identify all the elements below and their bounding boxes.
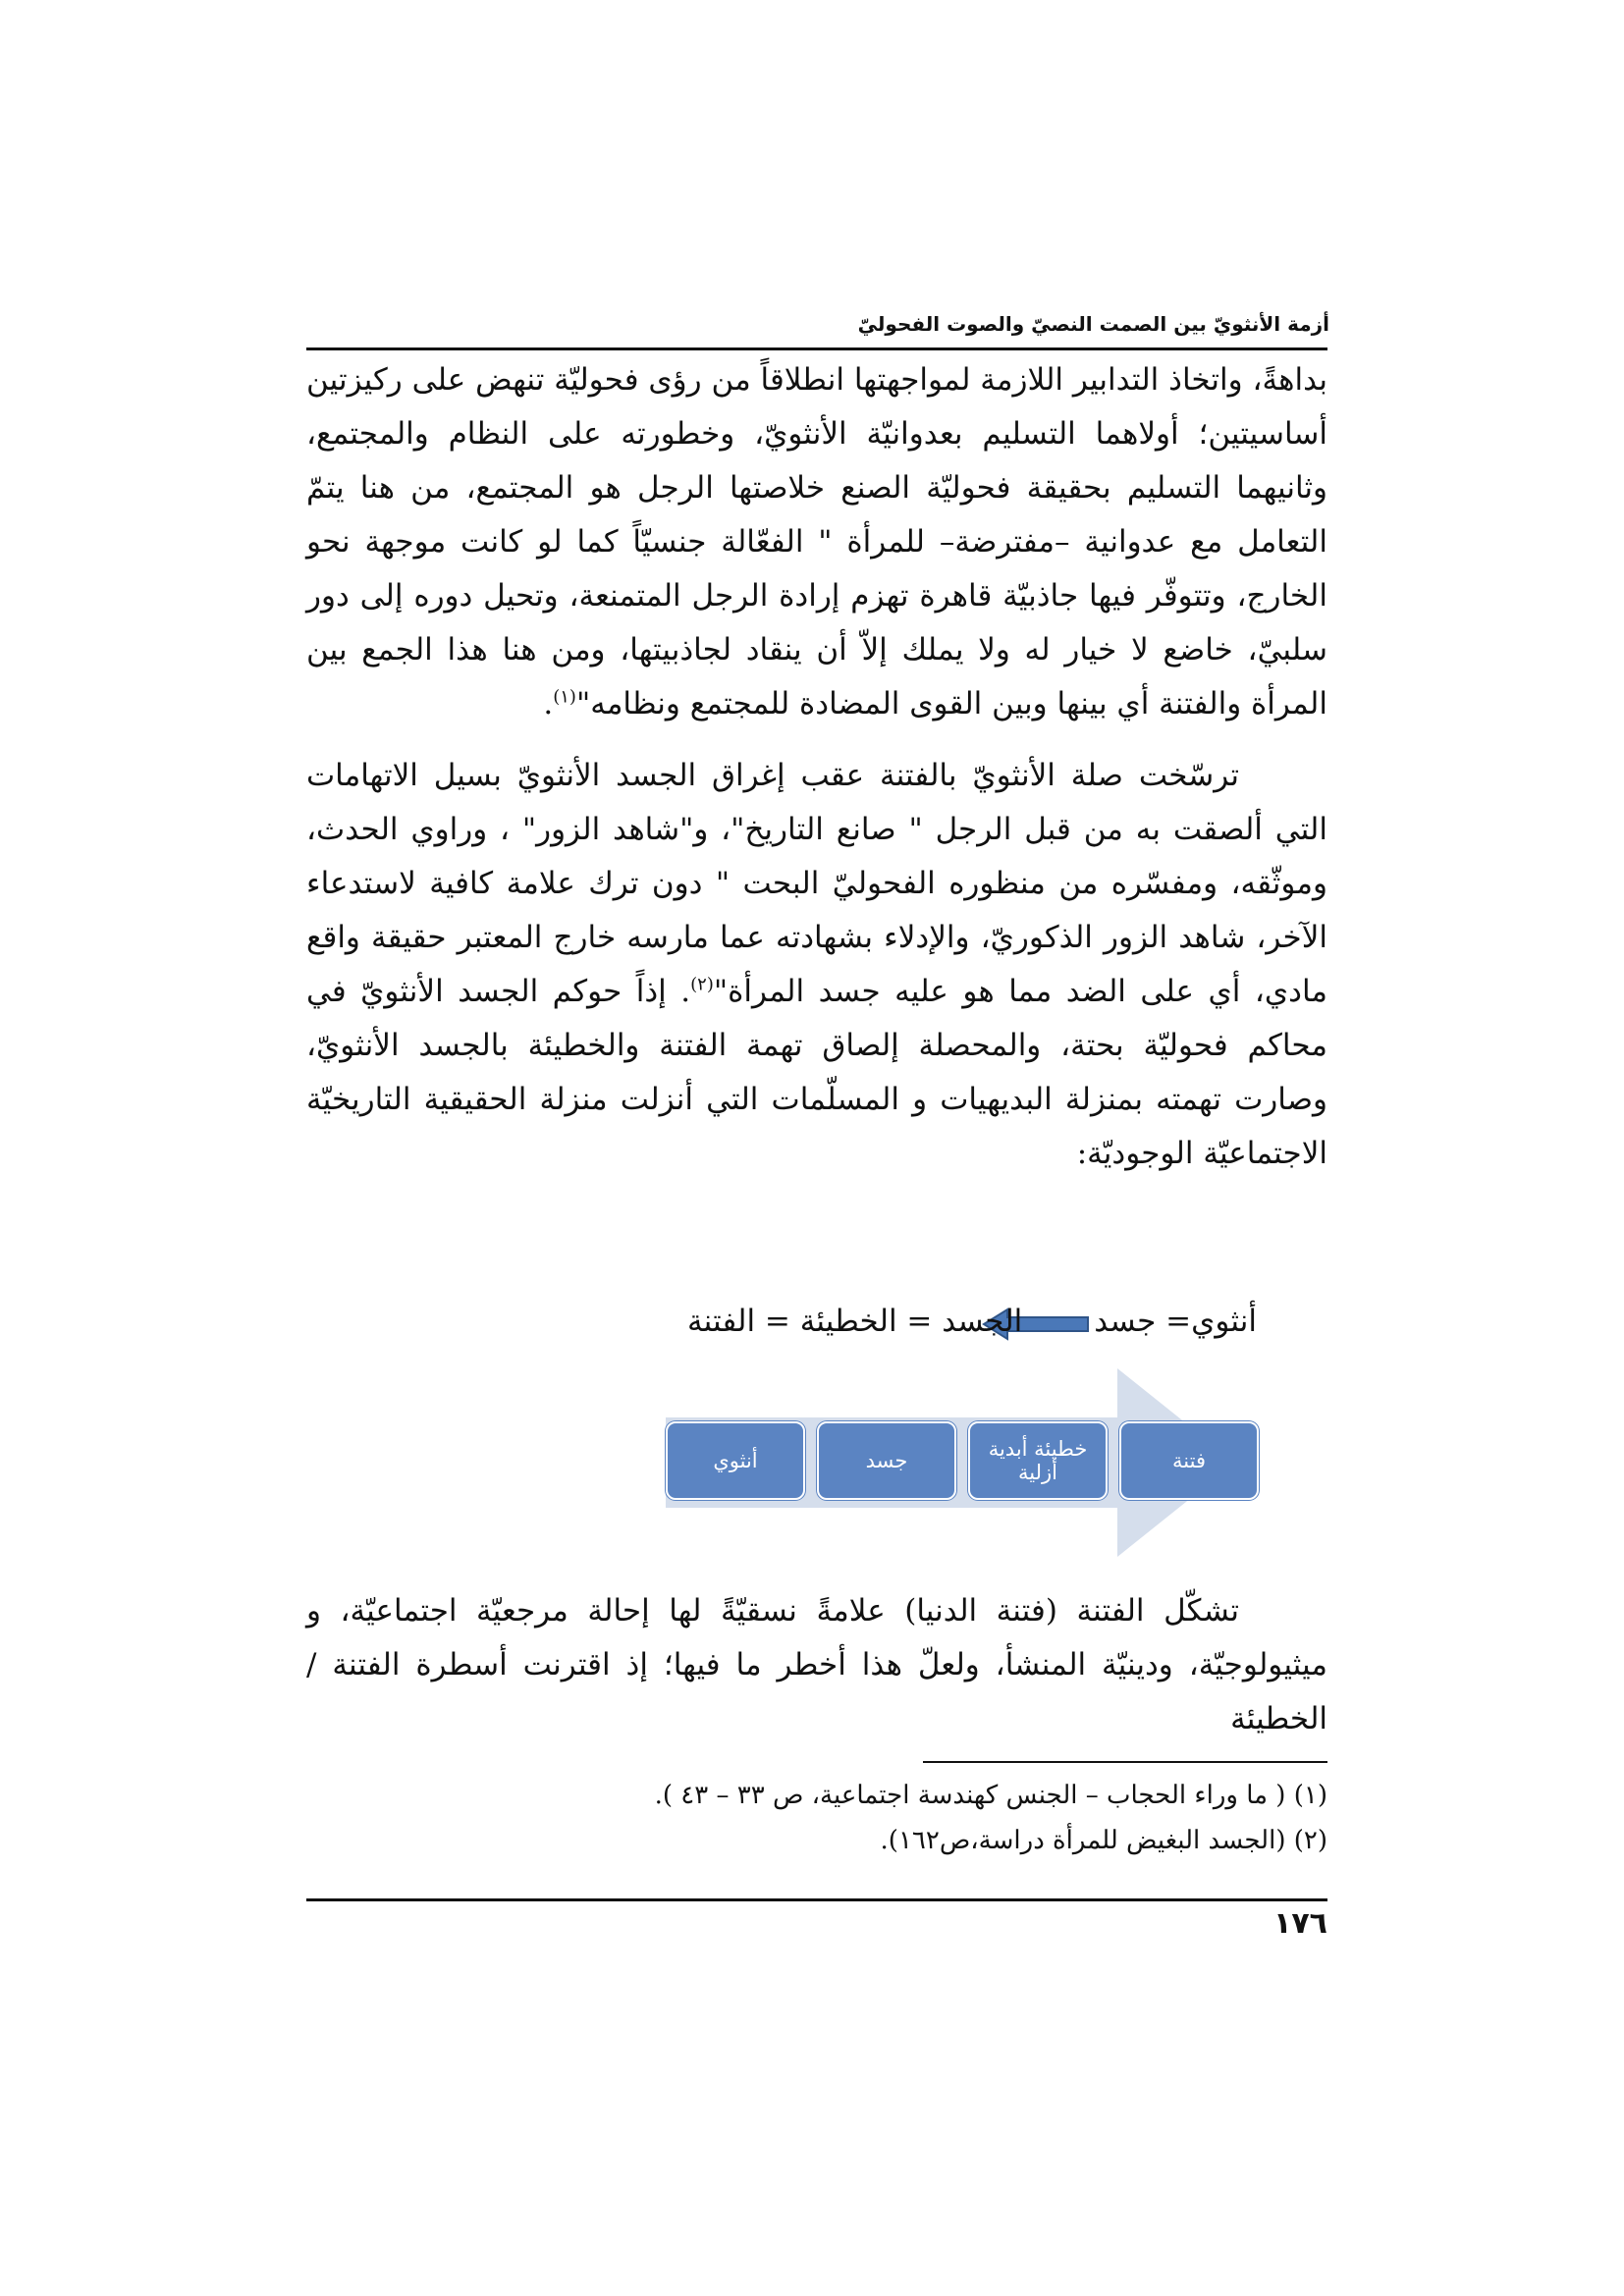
paragraph-1-end: .: [543, 686, 554, 721]
body-text: [306, 353, 1327, 1181]
diagram-box-khatia: خطيئة أبدية أزلية: [968, 1421, 1108, 1500]
footnote-rule: [923, 1761, 1327, 1763]
diagram-box-fitna: فتنة: [1119, 1421, 1259, 1500]
footnote-ref-2: (٢): [690, 974, 714, 995]
footer-rule: [306, 1898, 1327, 1901]
paragraph-1-text: بداهةً، واتخاذ التدابير اللازمة لمواجهتها انطلاقاً من رؤى فحوليّة تنهض على ركيزتين أساسيتين؛ أولاهما التسليم بعدوانيّة الأنثويّ، وخطورته على النظام والمجتمع، وثانيهما التسليم بحقيقة فحوليّة الصنع خلاصتها الرجل هو المجتمع، من هنا يتمّ التعامل مع عدوانية –مفترضة– للمرأة " الفعّالة جنسيّاً كما لو كانت موجهة نحو الخارج، وتتوفّر فيها جاذبيّة قاهرة تهزم إرادة الرجل المتمنعة، وتحيل دوره إلى دور سلبيّ، خاضع لا خيار له ولا يملك إلاّ أن ينقاد لجاذبيتها، ومن هنا هذا الجمع بين المرأة والفتنة أي بينها وبين القوى المضادة للمجتمع ونظامه": [306, 362, 1327, 721]
page-number: ١٧٦: [1273, 1906, 1327, 1941]
diagram-box-jasad: جسد: [817, 1421, 956, 1500]
paragraph-2-text: ترسّخت صلة الأنثويّ بالفتنة عقب إغراق الجسد الأنثويّ بسيل الاتهامات التي ألصقت به من قبل الرجل " صانع التاريخ"، و"شاهد الزور" ، وراوي الحدث، وموثّقه، ومفسّره من منظوره الفحوليّ البحت " دون ترك علامة كافية لاستدعاء الآخر، شاهد الزور الذكوريّ، والإدلاء بشهادته عما مارسه خارج المعتبر حقيقة واقع مادي، أي على الضد مما هو عليه جسد المرأة": [306, 758, 1327, 1009]
equation-right: أنثوي= جسد: [1094, 1304, 1257, 1339]
paragraph-2: [306, 749, 1327, 1181]
header-rule: [306, 347, 1327, 350]
running-title: أزمة الأنثويّ بين الصمت النصيّ والصوت الفحوليّ: [857, 312, 1329, 336]
diagram-box-unthawi: أنثوي: [666, 1421, 805, 1500]
footnote-ref-1: (١): [553, 686, 576, 708]
paragraph-3: تشكّل الفتنة (فتنة الدنيا) علامةً نسقيّةً لها إحالة مرجعيّة اجتماعيّة، و ميثيولوجيّة، ودينيّة المنشأ، ولعلّ هذا أخطر ما فيها؛ إذ اقترنت أسطرة الفتنة / الخطيئة: [306, 1593, 1327, 1736]
footnote-2: (٢) (الجسد البغيض للمرأة دراسة،ص١٦٢).: [880, 1826, 1327, 1855]
footnote-1: (١) ( ما وراء الحجاب – الجنس كهندسة اجتماعية، ص ٣٣ – ٤٣ ).: [654, 1781, 1327, 1810]
paragraph-1: [306, 353, 1327, 731]
paragraph-2-end: . إذاً حوكم الجسد الأنثويّ في محاكم فحوليّة بحتة، والمحصلة إلصاق تهمة الفتنة والخطيئة بالجسد الأنثويّ، وصارت تهمته بمنزلة البديهيات و المسلّمات التي أنزلت منزلة الحقيقية التاريخيّة الاجتماعيّة الوجوديّة:: [306, 974, 1327, 1171]
equation-line: [687, 1300, 1257, 1349]
process-diagram: [666, 1368, 1278, 1575]
footnotes: [306, 1773, 1327, 1863]
equation-left: الجسد = الخطيئة = الفتنة: [687, 1304, 1023, 1339]
body-text-continued: [306, 1584, 1327, 1746]
